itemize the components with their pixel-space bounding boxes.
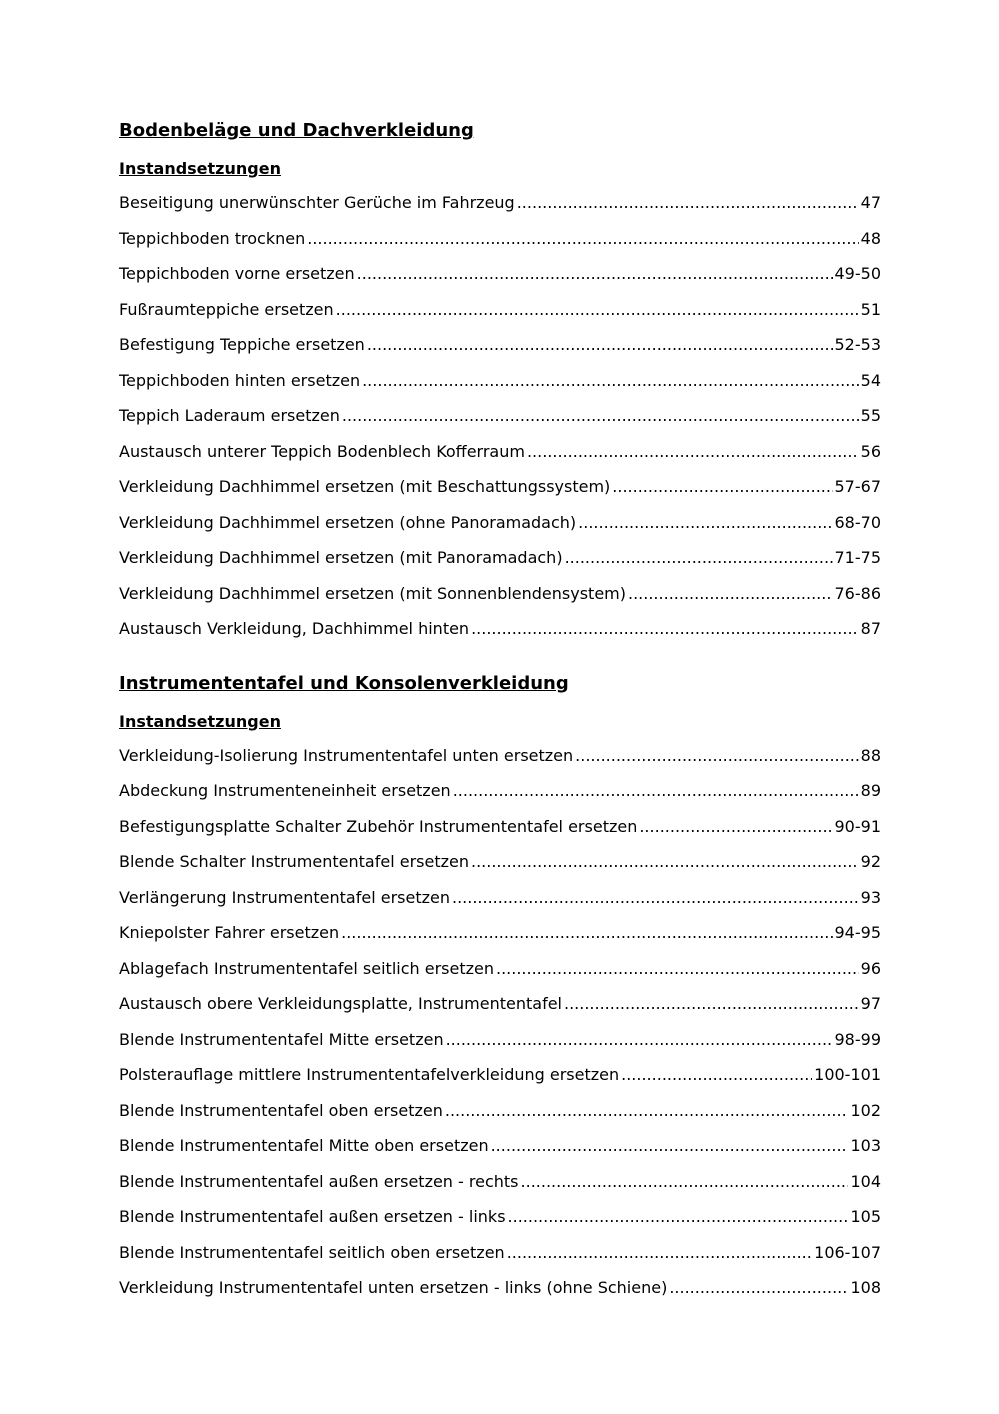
toc-entry-label: Ablagefach Instrumententafel seitlich ersetzen	[119, 958, 494, 978]
toc-entry-page-number: 92	[860, 852, 881, 871]
toc-entry-label: Fußraumteppiche ersetzen	[119, 299, 334, 319]
toc-entry[interactable]	[119, 951, 881, 987]
toc-entry-label: Teppich Laderaum ersetzen	[119, 406, 340, 425]
toc-entry[interactable]	[119, 540, 881, 576]
toc-dot-leader	[342, 398, 859, 434]
toc-entry-label: Blende Instrumententafel Mitte oben ersetzen	[119, 1136, 489, 1155]
toc-dot-leader	[517, 185, 859, 221]
toc-entry-label: Blende Schalter Instrumententafel ersetzen	[119, 852, 469, 871]
toc-entry[interactable]	[119, 292, 881, 328]
toc-entry-page-number: 88	[860, 745, 881, 765]
toc-entry-page-number: 47	[860, 193, 881, 212]
toc-dot-leader	[307, 221, 858, 257]
toc-entry[interactable]	[119, 1128, 881, 1164]
toc-entry[interactable]	[119, 1057, 881, 1093]
toc-entry-page-number: 90-91	[834, 816, 881, 836]
toc-dot-leader	[507, 1235, 812, 1271]
toc-entry[interactable]	[119, 363, 881, 399]
toc-dot-leader	[564, 986, 859, 1022]
toc-entry-page-number: 106-107	[814, 1242, 881, 1262]
toc-entry[interactable]	[119, 505, 881, 541]
toc-entry[interactable]	[119, 327, 881, 363]
toc-entry-page-number: 103	[850, 1136, 881, 1155]
toc-entry-label: Austausch unterer Teppich Bodenblech Kofferraum	[119, 441, 525, 461]
toc-entry-label: Polsterauflage mittlere Instrumententafelverkleidung ersetzen	[119, 1065, 620, 1084]
toc-entry[interactable]	[119, 1199, 881, 1235]
toc-entry-page-number: 57-67	[834, 477, 881, 496]
toc-entry-page-number: 89	[860, 781, 881, 800]
toc-entry-page-number: 100-101	[814, 1065, 881, 1084]
toc-entry[interactable]	[119, 738, 881, 774]
toc-entry-label: Verkleidung Instrumententafel unten ersetzen - links (ohne Schiene)	[119, 1278, 668, 1297]
toc-dot-leader	[336, 292, 859, 328]
toc-entry-label: Verkleidung Dachhimmel ersetzen (mit Panoramadach)	[119, 548, 563, 567]
toc-entry[interactable]	[119, 773, 881, 809]
section-title: Instrumententafel und Konsolenverkleidung	[119, 672, 569, 694]
toc-dot-leader	[341, 915, 832, 951]
toc-entry-label: Teppichboden vorne ersetzen	[119, 264, 355, 283]
toc-entry[interactable]	[119, 256, 881, 292]
toc-dot-leader	[639, 809, 832, 845]
toc-entry[interactable]	[119, 844, 881, 880]
toc-dot-leader	[527, 434, 859, 470]
toc-entry-label: Austausch obere Verkleidungsplatte, Instrumententafel	[119, 994, 562, 1013]
toc-entry-label: Blende Instrumententafel seitlich oben ersetzen	[119, 1242, 505, 1262]
toc-entry[interactable]	[119, 221, 881, 257]
toc-entry[interactable]	[119, 1235, 881, 1271]
toc-dot-leader	[612, 469, 832, 505]
toc-entry[interactable]	[119, 1022, 881, 1058]
toc-entry-page-number: 94-95	[834, 923, 881, 942]
toc-entry-label: Verlängerung Instrumententafel ersetzen	[119, 887, 450, 907]
toc-entry-label: Kniepolster Fahrer ersetzen	[119, 923, 340, 942]
toc-dot-leader	[471, 611, 859, 647]
toc-dot-leader	[491, 1128, 849, 1164]
toc-dot-leader	[471, 844, 859, 880]
toc-entry[interactable]	[119, 1164, 881, 1200]
toc-entry-label: Teppichboden trocknen	[119, 228, 306, 248]
toc-entry-page-number: 68-70	[834, 512, 881, 532]
toc-dot-leader	[446, 1022, 833, 1058]
toc-entry-label: Verkleidung Dachhimmel ersetzen (ohne Panoramadach)	[119, 512, 577, 532]
toc-entry-page-number: 98-99	[834, 1029, 881, 1049]
toc-entry-page-number: 49-50	[834, 264, 881, 283]
toc-entry[interactable]	[119, 434, 881, 470]
toc-list	[119, 738, 881, 1306]
toc-entry[interactable]	[119, 915, 881, 951]
toc-entry-label: Beseitigung unerwünschter Gerüche im Fahrzeug	[119, 193, 515, 212]
section-title: Bodenbeläge und Dachverkleidung	[119, 120, 474, 141]
toc-section-instrument-panel	[119, 671, 881, 1306]
toc-entry-label: Befestigungsplatte Schalter Zubehör Instrumententafel ersetzen	[119, 816, 638, 836]
toc-entry-page-number: 76-86	[834, 583, 881, 603]
toc-entry-label: Teppichboden hinten ersetzen	[119, 370, 361, 390]
toc-entry-label: Verkleidung Dachhimmel ersetzen (mit Sonnenblendensystem)	[119, 583, 626, 603]
toc-entry[interactable]	[119, 1093, 881, 1129]
toc-entry[interactable]	[119, 611, 881, 647]
toc-entry[interactable]	[119, 1270, 881, 1306]
toc-entry-page-number: 93	[860, 887, 881, 907]
toc-entry-page-number: 102	[850, 1100, 881, 1120]
toc-entry-label: Blende Instrumententafel Mitte ersetzen	[119, 1029, 444, 1049]
toc-entry-page-number: 51	[860, 299, 881, 319]
toc-entry[interactable]	[119, 986, 881, 1022]
toc-entry-page-number: 55	[860, 406, 881, 425]
toc-dot-leader	[357, 256, 833, 292]
toc-entry[interactable]	[119, 398, 881, 434]
toc-entry-label: Abdeckung Instrumenteneinheit ersetzen	[119, 781, 451, 800]
toc-dot-leader	[452, 880, 859, 916]
toc-dot-leader	[453, 773, 859, 809]
toc-dot-leader	[578, 505, 832, 541]
toc-entry-label: Blende Instrumententafel oben ersetzen	[119, 1100, 443, 1120]
toc-entry[interactable]	[119, 185, 881, 221]
toc-dot-leader	[508, 1199, 849, 1235]
toc-entry[interactable]	[119, 809, 881, 845]
toc-entry-page-number: 52-53	[834, 335, 881, 354]
toc-entry-label: Blende Instrumententafel außen ersetzen - links	[119, 1207, 506, 1226]
toc-dot-leader	[565, 540, 833, 576]
toc-entry-page-number: 71-75	[834, 548, 881, 567]
toc-entry-page-number: 56	[860, 441, 881, 461]
toc-entry-label: Verkleidung Dachhimmel ersetzen (mit Beschattungssystem)	[119, 477, 611, 496]
toc-entry-page-number: 87	[860, 619, 881, 638]
toc-dot-leader	[521, 1164, 849, 1200]
toc-entry-label: Austausch Verkleidung, Dachhimmel hinten	[119, 619, 470, 638]
toc-entry-label: Blende Instrumententafel außen ersetzen - rechts	[119, 1171, 519, 1191]
toc-entry[interactable]	[119, 880, 881, 916]
toc-dot-leader	[621, 1057, 812, 1093]
toc-entry-label: Befestigung Teppiche ersetzen	[119, 335, 365, 354]
subsection-title: Instandsetzungen	[119, 711, 281, 731]
toc-entry-label: Verkleidung-Isolierung Instrumententafel unten ersetzen	[119, 745, 574, 765]
toc-dot-leader	[445, 1093, 849, 1129]
toc-entry-page-number: 48	[860, 228, 881, 248]
toc-dot-leader	[362, 363, 859, 399]
toc-entry[interactable]	[119, 576, 881, 612]
toc-entry-page-number: 54	[860, 370, 881, 390]
toc-entry[interactable]	[119, 469, 881, 505]
toc-entry-page-number: 104	[850, 1171, 881, 1191]
toc-entry-page-number: 97	[860, 994, 881, 1013]
subsection-title: Instandsetzungen	[119, 159, 281, 178]
table-of-contents	[119, 118, 881, 1306]
toc-dot-leader	[367, 327, 833, 363]
toc-entry-page-number: 105	[850, 1207, 881, 1226]
toc-entry-page-number: 96	[860, 958, 881, 978]
toc-list	[119, 185, 881, 647]
toc-dot-leader	[575, 738, 858, 774]
toc-dot-leader	[496, 951, 859, 987]
toc-entry-page-number: 108	[850, 1278, 881, 1297]
toc-dot-leader	[669, 1270, 848, 1306]
toc-dot-leader	[628, 576, 833, 612]
toc-section-flooring-headliner	[119, 118, 881, 647]
